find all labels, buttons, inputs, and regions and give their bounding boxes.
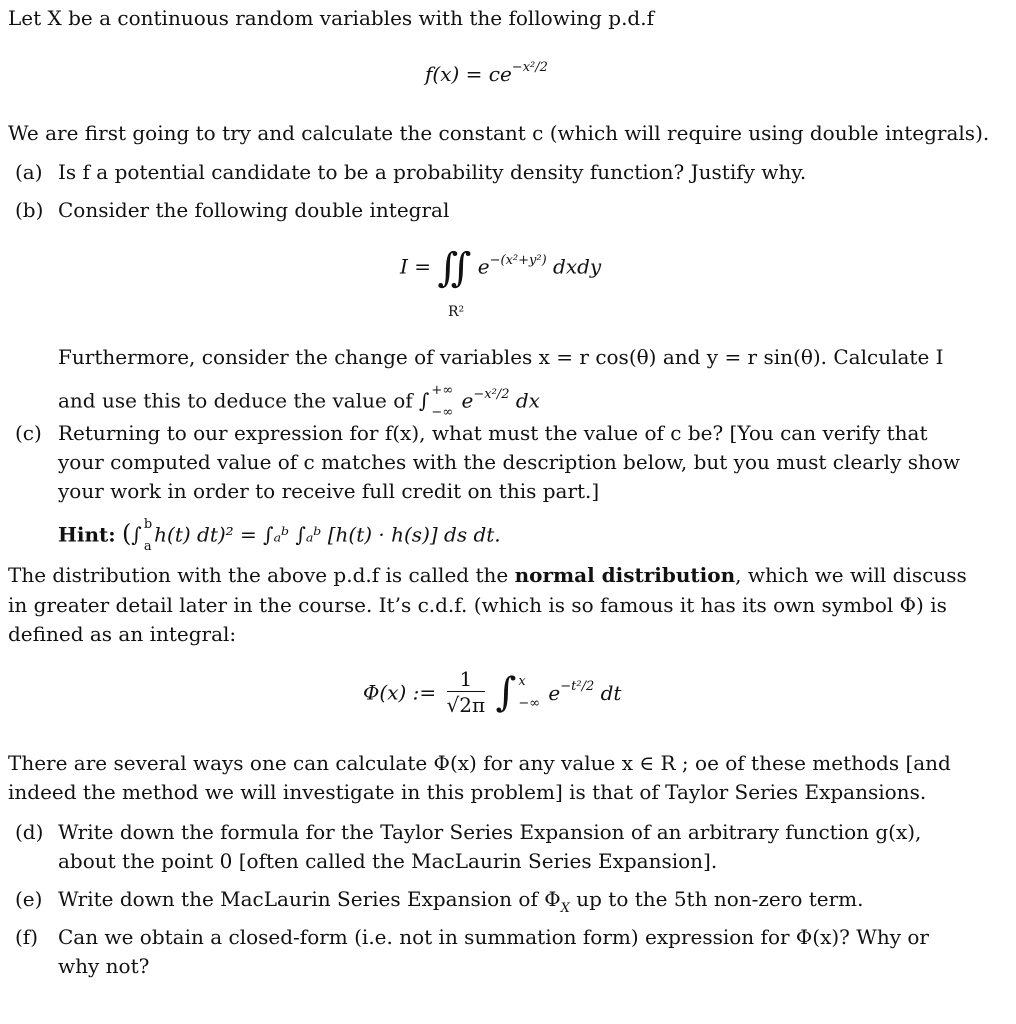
b-integral-exponent: x²/2: [484, 386, 510, 402]
b-integral-upper: +∞: [431, 383, 454, 398]
normal-para-line-1: [8, 561, 967, 590]
item-b-label: (b): [15, 198, 44, 222]
double-integral-diff: dxdy: [553, 254, 602, 279]
item-a-text: Is f a potential candidate to be a probability density function? Justify why.: [58, 160, 807, 184]
phi-lhs: Φ(x) :=: [363, 680, 437, 705]
b-followup-text: and use this to deduce the value of: [58, 388, 413, 413]
item-d-label: (d): [15, 820, 44, 844]
hint-body: h(t) dt)² = ∫ₐᵇ ∫ₐᵇ [h(t) · h(s)] ds dt.: [154, 522, 501, 547]
double-integral-domain: R²: [448, 304, 465, 320]
double-integral-exponent: −(x²+y²): [489, 252, 547, 268]
double-integral-integrand: e: [477, 254, 490, 279]
b-integral-diff: dx: [515, 388, 540, 413]
item-f-line-2: why not?: [58, 954, 150, 978]
pdf-equation: $f(x) = ce^{-x^2/2}$: [425, 60, 548, 86]
taylor-para-line-2: indeed the method we will investigate in this problem] is that of Taylor Series Expansions.: [8, 780, 927, 804]
item-d-line-1: Write down the formula for the Taylor Series Expansion of an arbitrary function g(x),: [58, 820, 922, 844]
item-f-label: (f): [15, 925, 39, 949]
item-c-line-3: your work in order to receive full credit on this part.]: [58, 479, 600, 503]
item-c-label: (c): [15, 421, 42, 445]
hint-line: Hint: (∫ b a h(t) dt)² = ∫ₐᵇ ∫ₐᵇ [h(t) · h(s)] ds dt.: [58, 517, 501, 554]
b-followup-line-1: Furthermore, consider the change of variables x = r cos(θ) and y = r sin(θ). Calculate I: [58, 345, 944, 369]
pdf-eq-base: f(x) = ce: [425, 62, 512, 86]
normal-para-line-2: in greater detail later in the course. It’s c.d.f. (which is so famous it has its own symbol Φ) is: [8, 593, 947, 617]
first-paragraph: We are first going to try and calculate the constant c (which will require using double integrals).: [8, 121, 990, 145]
item-e-text: Write down the MacLaurin Series Expansion of Φ: [58, 887, 561, 911]
item-e-tail: up to the 5th non-zero term.: [569, 887, 864, 911]
intro-text: Let X be a continuous random variables with the following p.d.f: [8, 6, 654, 30]
normal-distribution-term: normal distribution: [514, 563, 736, 587]
normal-para-line-3: defined as an integral:: [8, 622, 237, 646]
phi-frac-num: 1: [447, 667, 486, 692]
double-integral-equation: [400, 245, 602, 291]
item-e-label: (e): [15, 887, 43, 911]
item-f-line-1: Can we obtain a closed-form (i.e. not in summation form) expression for Φ(x)? Why or: [58, 925, 929, 949]
double-integral-lhs: I =: [400, 254, 432, 279]
b-followup-line-2: and use this to deduce the value of ∫ +∞ −∞ $e^{-x^2/2}$ dx: [58, 380, 540, 424]
phi-diff: dt: [600, 680, 622, 705]
normal-para-text-b: , which we will discuss: [735, 563, 967, 587]
b-integral-integrand: e: [461, 388, 474, 413]
normal-para-text-a: The distribution with the above p.d.f is called the: [8, 563, 509, 587]
phi-exponent: t²/2: [571, 678, 595, 694]
item-d-line-2: about the point 0 [often called the MacLaurin Series Expansion].: [58, 849, 718, 873]
item-e-subscript: X: [560, 901, 570, 916]
item-a-label: (a): [15, 160, 43, 184]
phi-definition: Φ(x) := $\frac{1}{√2\pi}$ ∫ x −∞ $e^{-t^2/2}$ dt: [363, 667, 622, 717]
hint-label: Hint:: [58, 522, 116, 547]
double-integral-sign: ∬: [437, 245, 472, 291]
b-integral-lower: −∞: [431, 405, 454, 420]
item-c-line-2: your computed value of c matches with the description below, but you must clearly show: [58, 450, 961, 474]
pdf-exponent: x²/2: [522, 60, 548, 75]
phi-lower: −∞: [518, 695, 541, 711]
taylor-para-line-1: There are several ways one can calculate Φ(x) for any value x ∈ R ; oe of these methods [and: [8, 751, 951, 775]
phi-upper: x: [518, 673, 526, 689]
phi-integrand: e: [548, 680, 561, 705]
item-e-text-wrap: [58, 885, 863, 917]
item-c-line-1: Returning to our expression for f(x), what must the value of c be? [You can verify that: [58, 421, 928, 445]
item-b-text: Consider the following double integral: [58, 198, 450, 222]
phi-frac-den: √2π: [446, 693, 486, 717]
